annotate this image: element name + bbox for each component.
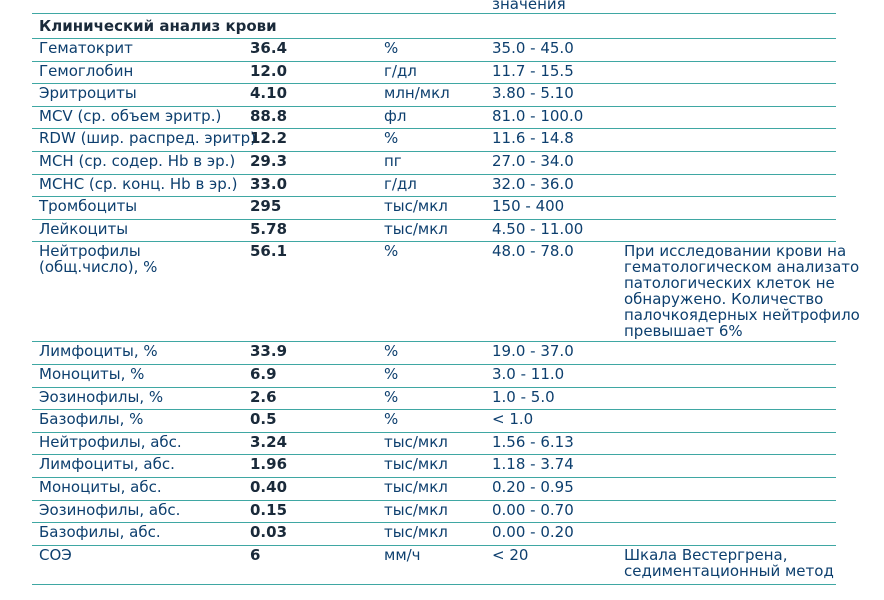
reference-range: 19.0 - 37.0 bbox=[492, 342, 574, 361]
test-name: Моноциты, абс. bbox=[39, 477, 162, 496]
test-name: MCV (ср. объем эритр.) bbox=[39, 106, 222, 125]
table-row bbox=[32, 106, 836, 129]
table-row bbox=[32, 341, 836, 364]
test-value: 56.1 bbox=[250, 242, 288, 261]
test-name: Нейтрофилы (общ.число), % bbox=[39, 242, 158, 277]
test-name: Лимфоциты, % bbox=[39, 342, 158, 361]
results-table bbox=[32, 38, 860, 585]
test-unit: мм/ч bbox=[384, 545, 421, 564]
test-unit: г/дл bbox=[384, 174, 417, 193]
test-name: Нейтрофилы, абс. bbox=[39, 432, 182, 451]
table-row bbox=[32, 364, 836, 387]
test-unit: % bbox=[384, 342, 399, 361]
reference-range: 35.0 - 45.0 bbox=[492, 39, 574, 57]
test-value: 33.0 bbox=[250, 174, 288, 193]
test-name: Базофилы, % bbox=[39, 410, 144, 429]
test-value: 12.2 bbox=[250, 129, 288, 148]
table-row bbox=[32, 545, 836, 585]
test-value: 0.40 bbox=[250, 477, 288, 496]
test-name: Базофилы, абс. bbox=[39, 523, 161, 542]
test-comment: Шкала Вестергрена, седиментационный метод bbox=[624, 545, 834, 580]
test-unit: тыс/мкл bbox=[384, 219, 448, 238]
table-row bbox=[32, 477, 836, 500]
reference-range: 27.0 - 34.0 bbox=[492, 151, 574, 170]
test-value: 3.24 bbox=[250, 432, 288, 451]
reference-range-header-fragment: значения bbox=[492, 0, 566, 13]
table-row bbox=[32, 432, 836, 455]
test-unit: тыс/мкл bbox=[384, 432, 448, 451]
table-row bbox=[32, 454, 836, 477]
test-unit: % bbox=[384, 364, 399, 383]
test-value: 36.4 bbox=[250, 39, 288, 57]
table-row bbox=[32, 196, 836, 219]
test-value: 6.9 bbox=[250, 364, 277, 383]
test-unit: % bbox=[384, 39, 399, 57]
test-value: 29.3 bbox=[250, 151, 288, 170]
test-unit: пг bbox=[384, 151, 402, 170]
header-divider bbox=[32, 13, 836, 14]
test-value: 0.5 bbox=[250, 410, 277, 429]
test-unit: г/дл bbox=[384, 61, 417, 80]
reference-range: 48.0 - 78.0 bbox=[492, 242, 574, 261]
test-name: Моноциты, % bbox=[39, 364, 145, 383]
test-value: 6 bbox=[250, 545, 261, 564]
test-unit: тыс/мкл bbox=[384, 523, 448, 542]
test-name: RDW (шир. распред. эритр) bbox=[39, 129, 256, 148]
reference-range: 1.18 - 3.74 bbox=[492, 455, 574, 474]
test-value: 1.96 bbox=[250, 455, 288, 474]
reference-range: 150 - 400 bbox=[492, 197, 565, 216]
reference-range: 1.0 - 5.0 bbox=[492, 387, 555, 406]
reference-range: 4.50 - 11.00 bbox=[492, 219, 584, 238]
reference-range: 1.56 - 6.13 bbox=[492, 432, 574, 451]
table-row bbox=[32, 38, 836, 61]
test-value: 88.8 bbox=[250, 106, 288, 125]
test-comment: При исследовании крови на гематологическом анализато патологических клеток не обнаружено. Количество палочкоядерных нейтрофило превышает 6% bbox=[624, 242, 860, 341]
reference-range: 0.00 - 0.20 bbox=[492, 523, 574, 542]
reference-range: 32.0 - 36.0 bbox=[492, 174, 574, 193]
test-name: Лейкоциты bbox=[39, 219, 129, 238]
reference-range: 3.0 - 11.0 bbox=[492, 364, 565, 383]
section-title: Клинический анализ крови bbox=[39, 17, 277, 35]
reference-range: 11.6 - 14.8 bbox=[492, 129, 574, 148]
reference-range: < 1.0 bbox=[492, 410, 534, 429]
table-row bbox=[32, 241, 860, 341]
table-row bbox=[32, 174, 836, 197]
test-value: 4.10 bbox=[250, 84, 288, 103]
reference-range: 0.00 - 0.70 bbox=[492, 500, 574, 519]
table-row bbox=[32, 522, 836, 545]
test-name: MCH (ср. содер. Hb в эр.) bbox=[39, 151, 236, 170]
reference-range: < 20 bbox=[492, 545, 529, 564]
test-name: Эозинофилы, абс. bbox=[39, 500, 181, 519]
table-row bbox=[32, 128, 836, 151]
test-name: MCHC (ср. конц. Hb в эр.) bbox=[39, 174, 238, 193]
test-name: Гемоглобин bbox=[39, 61, 134, 80]
test-value: 0.03 bbox=[250, 523, 288, 542]
test-unit: фл bbox=[384, 106, 407, 125]
table-row bbox=[32, 219, 836, 242]
test-name: СОЭ bbox=[39, 545, 72, 564]
test-unit: тыс/мкл bbox=[384, 197, 448, 216]
test-unit: % bbox=[384, 129, 399, 148]
test-name: Эозинофилы, % bbox=[39, 387, 164, 406]
table-row bbox=[32, 83, 836, 106]
table-row bbox=[32, 387, 836, 410]
reference-range: 0.20 - 0.95 bbox=[492, 477, 574, 496]
test-value: 295 bbox=[250, 197, 282, 216]
test-value: 33.9 bbox=[250, 342, 288, 361]
test-unit: % bbox=[384, 410, 399, 429]
test-name: Гематокрит bbox=[39, 39, 133, 57]
test-unit: млн/мкл bbox=[384, 84, 450, 103]
table-row bbox=[32, 409, 836, 432]
table-row bbox=[32, 61, 836, 84]
test-unit: % bbox=[384, 387, 399, 406]
table-row bbox=[32, 500, 836, 523]
reference-range: 81.0 - 100.0 bbox=[492, 106, 584, 125]
test-name: Тромбоциты bbox=[39, 197, 138, 216]
test-value: 5.78 bbox=[250, 219, 288, 238]
reference-range: 11.7 - 15.5 bbox=[492, 61, 574, 80]
test-value: 2.6 bbox=[250, 387, 277, 406]
test-value: 0.15 bbox=[250, 500, 288, 519]
test-value: 12.0 bbox=[250, 61, 288, 80]
test-name: Лимфоциты, абс. bbox=[39, 455, 175, 474]
test-unit: % bbox=[384, 242, 399, 261]
reference-range: 3.80 - 5.10 bbox=[492, 84, 574, 103]
test-unit: тыс/мкл bbox=[384, 477, 448, 496]
test-name: Эритроциты bbox=[39, 84, 137, 103]
test-unit: тыс/мкл bbox=[384, 455, 448, 474]
table-row bbox=[32, 151, 836, 174]
test-unit: тыс/мкл bbox=[384, 500, 448, 519]
